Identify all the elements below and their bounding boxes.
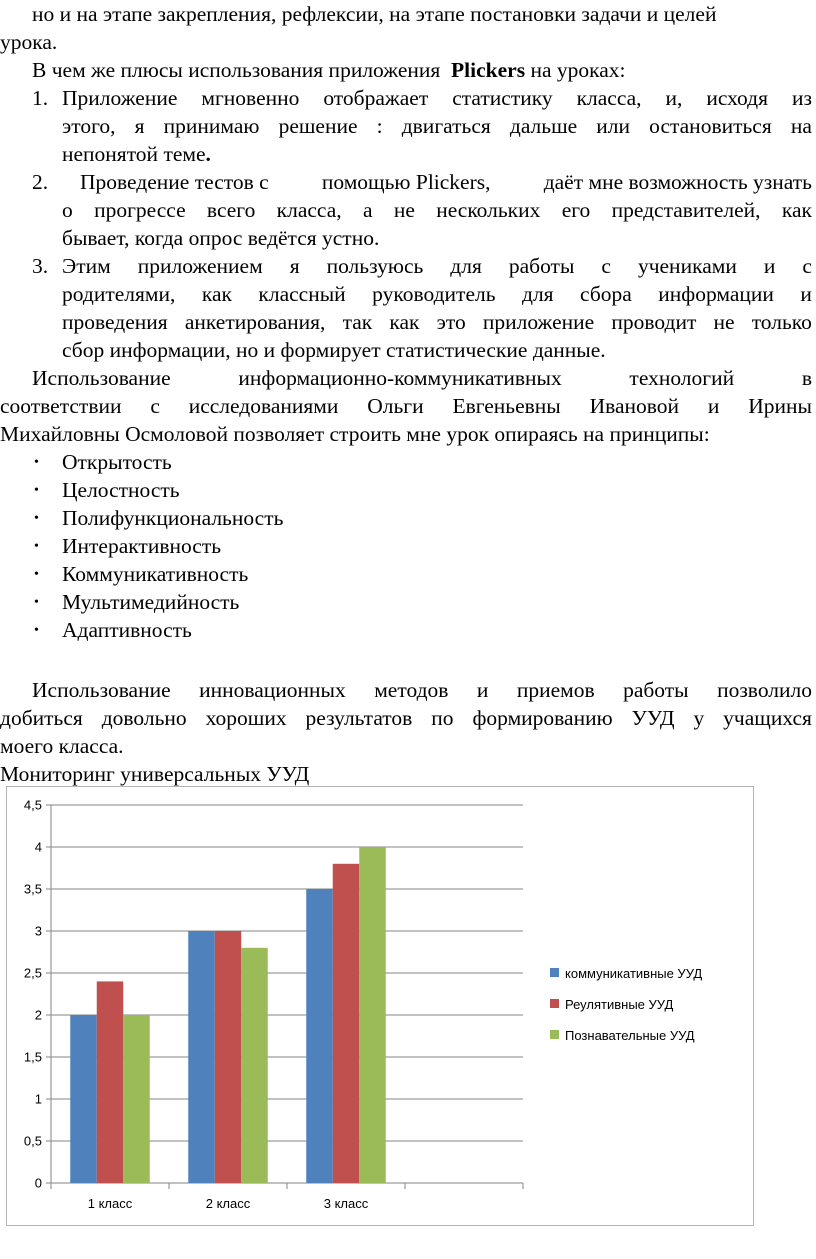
list-item-2-line2: о прогрессе всего класса, а не нескольких его представителей, как (62, 198, 812, 222)
bullet-4: • (34, 539, 39, 554)
principle-item: Адаптивность (62, 618, 192, 642)
list-item-3-line2: родителями, как классный руководитель для сбора информации и (62, 282, 812, 306)
principle-item: Полифункциональность (62, 506, 284, 530)
ikt-line1: Использование информационно-коммуникативных технологий в (32, 366, 812, 390)
bar (70, 1015, 97, 1183)
y-tick-label: 0 (34, 1175, 42, 1191)
innov-line2: добиться довольно хороших результатов по формированию УУД у учащихся (0, 706, 812, 730)
list-item-1-line2: этого, я принимаю решение : двигаться дальше или остановиться на (62, 114, 812, 138)
intro-app-name: Plickers (451, 58, 526, 82)
list-number-2: 2. (32, 170, 49, 194)
bullet-7: • (34, 623, 39, 638)
list-number-1: 1. (32, 86, 49, 110)
list-item-2-line3: бывает, когда опрос ведётся устно. (62, 226, 380, 250)
y-tick-label: 1,5 (23, 1049, 42, 1065)
bar (97, 981, 124, 1183)
bullet-2: • (34, 483, 39, 498)
ikt-line3: Михайловны Осмоловой позволяет строить мне урок опираясь на принципы: (0, 422, 710, 446)
y-tick-label: 3 (34, 923, 42, 939)
y-tick-label: 3,5 (23, 881, 42, 897)
innov-line3: моего класса. (0, 734, 124, 758)
principle-item: Коммуникативность (62, 562, 249, 586)
chart-caption: Мониторинг универсальных УУД (0, 762, 310, 786)
bar (215, 931, 242, 1183)
bar-chart (6, 786, 754, 1226)
y-tick-label: 4,5 (23, 797, 42, 813)
legend-label: Познавательные УУД (565, 1028, 695, 1043)
bar (241, 948, 268, 1183)
list-item-1-line3: непонятой теме. (62, 142, 211, 166)
list-item-3-line4: сбор информации, но и формирует статистические данные. (62, 338, 606, 362)
legend-swatch (550, 968, 559, 977)
intro-pre: В чем же плюсы использования приложения (32, 58, 441, 82)
bullet-1: • (34, 455, 39, 470)
para1-line2: урока. (0, 30, 58, 54)
intro-line (32, 56, 626, 84)
bar (123, 1015, 150, 1183)
bar (359, 847, 386, 1183)
y-tick-label: 0,5 (23, 1133, 42, 1149)
ikt-line2: соответствии с исследованиями Ольги Евгеньевны Ивановой и Ирины (0, 394, 812, 418)
bullet-5: • (34, 567, 39, 582)
y-tick-label: 4 (34, 839, 42, 855)
bullet-3: • (34, 511, 39, 526)
list-item-1-line1: Приложение мгновенно отображает статистику класса, и, исходя из (62, 86, 812, 110)
x-tick-label: 1 класс (87, 1196, 133, 1211)
legend-swatch (550, 1030, 559, 1039)
legend-label: коммуникативные УУД (565, 966, 703, 981)
para1-line1: но и на этапе закрепления, рефлексии, на этапе постановки задачи и целей (32, 2, 717, 26)
y-tick-label: 1 (34, 1091, 42, 1107)
legend-label: Реулятивные УУД (565, 997, 674, 1012)
bullet-6: • (34, 595, 39, 610)
list-number-3: 3. (32, 254, 49, 278)
innov-line1: Использование инновационных методов и приемов работы позволило (32, 678, 812, 702)
y-tick-label: 2,5 (23, 965, 42, 981)
principle-item: Интерактивность (62, 534, 222, 558)
x-tick-label: 3 класс (323, 1196, 369, 1211)
principle-item: Мультимедийность (62, 590, 240, 614)
list-item-3-line1: Этим приложением я пользуюсь для работы с учениками и с (62, 254, 812, 278)
principle-item: Целостность (62, 478, 180, 502)
bar (188, 931, 215, 1183)
intro-post: на уроках: (530, 58, 626, 82)
principle-item: Открытость (62, 450, 172, 474)
list-item-2-line1: Проведение тестов с помощью Plickers, даёт мне возможность узнать (80, 170, 812, 194)
bar (306, 889, 333, 1183)
legend-swatch (550, 999, 559, 1008)
x-tick-label: 2 класс (205, 1196, 251, 1211)
chart-svg (7, 787, 753, 1225)
y-tick-label: 2 (34, 1007, 42, 1023)
bar (333, 864, 360, 1183)
list-item-3-line3: проведения анкетирования, так как это приложение проводит не только (62, 310, 812, 334)
